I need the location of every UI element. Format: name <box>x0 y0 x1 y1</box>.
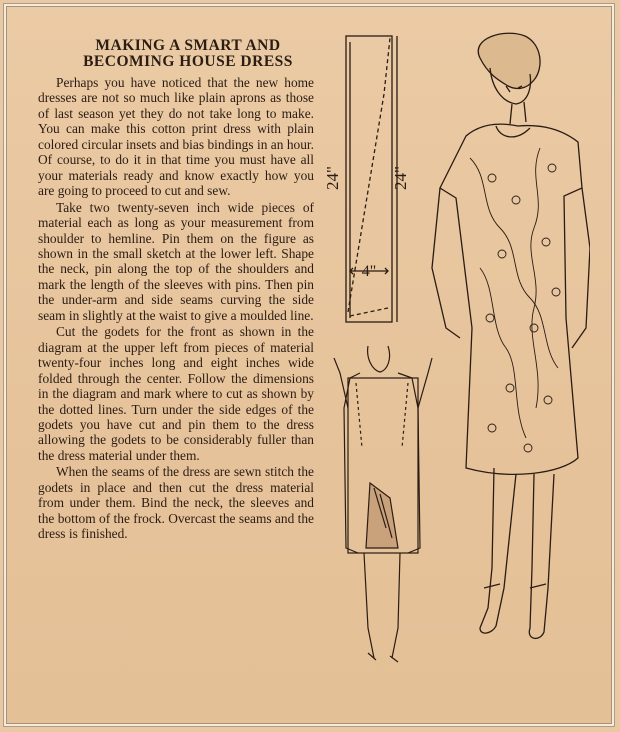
title-line-2: BECOMING HOUSE DRESS <box>83 53 293 70</box>
width-label: 4" <box>361 263 377 280</box>
article-body <box>38 75 314 542</box>
title-line-1: MAKING A SMART AND <box>95 37 281 54</box>
illustration <box>320 28 590 668</box>
paragraph-4: When the seams of the dress are sewn stitch the godets in place and then cut the dress material from under them. Bind the neck, the sleeves and the bottom of the frock. Overcast the seams and the dress is finished. <box>38 464 314 542</box>
article-title <box>60 38 316 70</box>
paragraph-3: Cut the godets for the front as shown in the diagram at the upper left from pieces of material twenty-four inches long and eight inches wide folded through the center. Follow the dimensions in the diagram and mark where to cut as shown by the dotted lines. Turn under the side edges of the godets you have cut and pin them to the dress allowing the godets to be considerably fuller than the dress material under them. <box>38 324 314 463</box>
dress-figure <box>432 33 590 638</box>
length-label-right: 24" <box>391 166 410 190</box>
paragraph-1: Perhaps you have noticed that the new home dresses are not so much like plain aprons as those of last season yet they do not take long to make. You can make this cotton print dress with plain colored circular insets and bias bindings in an hour. Of course, to do it in that time you must have all your materials ready and know exactly how you are going to proceed to cut and sew. <box>38 75 314 199</box>
length-label-left: 24" <box>323 166 342 190</box>
paragraph-2: Take two twenty-seven inch wide pieces of material each as long as your measurement from shoulder to hemline. Pin them on the figure as shown in the small sketch at the lower left. Shape the neck, pin along the top of the shoulders and mark the length of the sleeves with pins. Then pin the under-arm and side seams curving the side seam in slightly at the waist to give a moulded line. <box>38 199 314 323</box>
pinning-sketch <box>334 346 432 662</box>
